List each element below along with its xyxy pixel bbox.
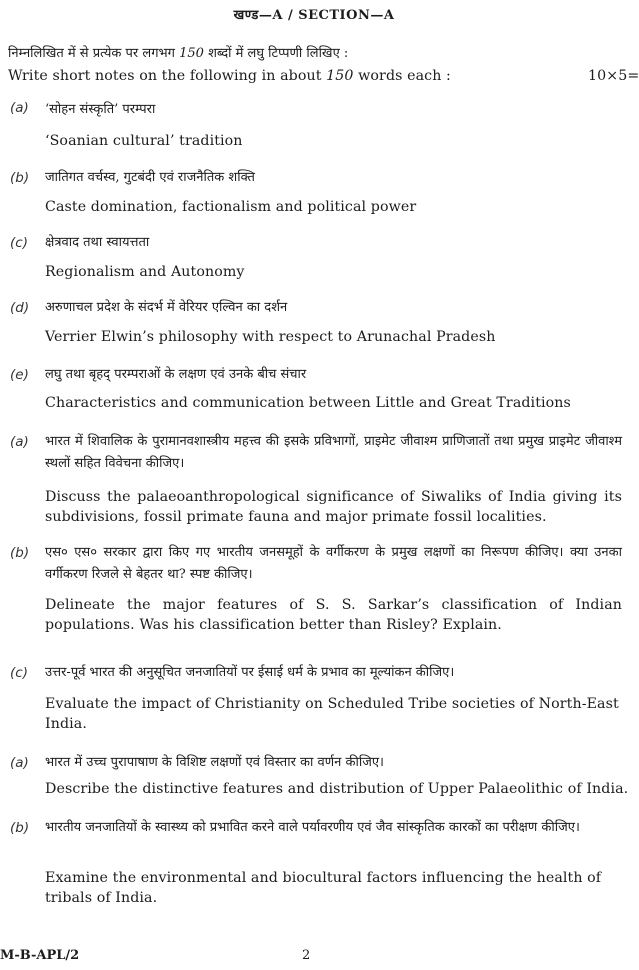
q3-item-english: Describe the distinctive features and distribution of Upper Palaeolithic of India. xyxy=(45,781,629,797)
instruction-hindi-pre: निम्नलिखित में से प्रत्येक पर लगभग xyxy=(8,46,180,61)
q2-item-english: Delineate the major features of S. S. Sarkar’s classification of Indian populations. Was his classification better than Risley? Explain. xyxy=(45,597,622,633)
instruction-english xyxy=(8,68,451,84)
page-number: 2 xyxy=(302,948,311,963)
q1-item-hindi: ‘सोहन संस्कृति’ परम्परा xyxy=(45,102,156,117)
q2-item-english: Evaluate the impact of Christianity on Scheduled Tribe societies of North-East India. xyxy=(45,696,619,732)
instruction-hindi-number: 150 xyxy=(179,46,204,61)
q1-item-hindi: क्षेत्रवाद तथा स्वायत्तता xyxy=(45,235,150,250)
instruction-hindi-post: शब्दों में लघु टिप्पणी लिखिए : xyxy=(203,46,349,61)
q1-item-hindi: अरुणाचल प्रदेश के संदर्भ में वेरियर एल्विन का दर्शन xyxy=(45,300,288,315)
q2-item-english: Discuss the palaeoanthropological significance of Siwaliks of India giving its subdivisions, fossil primate fauna and major primate fossil localities. xyxy=(45,489,622,525)
paper-code: M-B-APL/2 xyxy=(0,948,80,963)
instruction-english-pre: Write short notes on the following in about xyxy=(8,68,327,84)
q1-item-label: (a) xyxy=(10,100,29,116)
q2-item-label: (c) xyxy=(10,665,28,681)
q2-item-hindi: एस० एस० सरकार द्वारा किए गए भारतीय जनसमूहों के वर्गीकरण के प्रमुख लक्षणों का निरूपण कीजिए। क्या उनका वर्गीकरण रिजले से बेहतर था? स्पष्ट कीजिए। xyxy=(45,545,622,582)
section-header: खण्ड—A / SECTION—A xyxy=(233,8,395,23)
q1-item-english: Regionalism and Autonomy xyxy=(45,264,245,280)
q3-item-label: (a) xyxy=(10,755,29,771)
instruction-english-post: words each : xyxy=(353,68,451,84)
q1-item-label: (e) xyxy=(10,367,29,383)
q3-item-label: (b) xyxy=(10,820,30,836)
q2-item-hindi: उत्तर-पूर्व भारत की अनुसूचित जनजातियों पर ईसाई धर्म के प्रभाव का मूल्यांकन कीजिए। xyxy=(45,665,455,680)
q2-item-label: (b) xyxy=(10,545,30,561)
q1-item-english: Caste domination, factionalism and political power xyxy=(45,199,417,215)
q1-item-english: Verrier Elwin’s philosophy with respect to Arunachal Pradesh xyxy=(45,329,496,345)
q1-item-label: (d) xyxy=(10,300,30,316)
q1-item-hindi: लघु तथा बृहद् परम्पराओं के लक्षण एवं उनके बीच संचार xyxy=(45,367,307,382)
q2-item-label: (a) xyxy=(10,434,29,450)
q1-item-english: Characteristics and communication between Little and Great Traditions xyxy=(45,395,571,411)
q1-item-hindi: जातिगत वर्चस्व, गुटबंदी एवं राजनैतिक शक्ति xyxy=(45,170,255,185)
instruction-hindi xyxy=(8,43,348,61)
q3-item-english: Examine the environmental and biocultural factors influencing the health of tribals of India. xyxy=(45,870,602,906)
marks-label: 10×5= xyxy=(588,68,639,84)
q3-item-hindi: भारत में उच्च पुरापाषाण के विशिष्ट लक्षणों एवं विस्तार का वर्णन कीजिए। xyxy=(45,755,384,770)
instruction-english-number: 150 xyxy=(326,68,354,84)
q1-item-english: ‘Soanian cultural’ tradition xyxy=(45,133,243,149)
q3-item-hindi: भारतीय जनजातियों के स्वास्थ्य को प्रभावित करने वाले पर्यावरणीय एवं जैव सांस्कृतिक कारकों का परीक्षण कीजिए। xyxy=(45,820,580,835)
q1-item-label: (c) xyxy=(10,235,28,251)
q2-item-hindi: भारत में शिवालिक के पुरामानवशास्त्रीय महत्त्व की इसके प्रविभागों, प्राइमेट जीवाश्म प्राणिजातों तथा प्रमुख प्राइमेट जीवाश्म स्थलों सहित विवेचना कीजिए। xyxy=(45,434,622,471)
q1-item-label: (b) xyxy=(10,170,30,186)
